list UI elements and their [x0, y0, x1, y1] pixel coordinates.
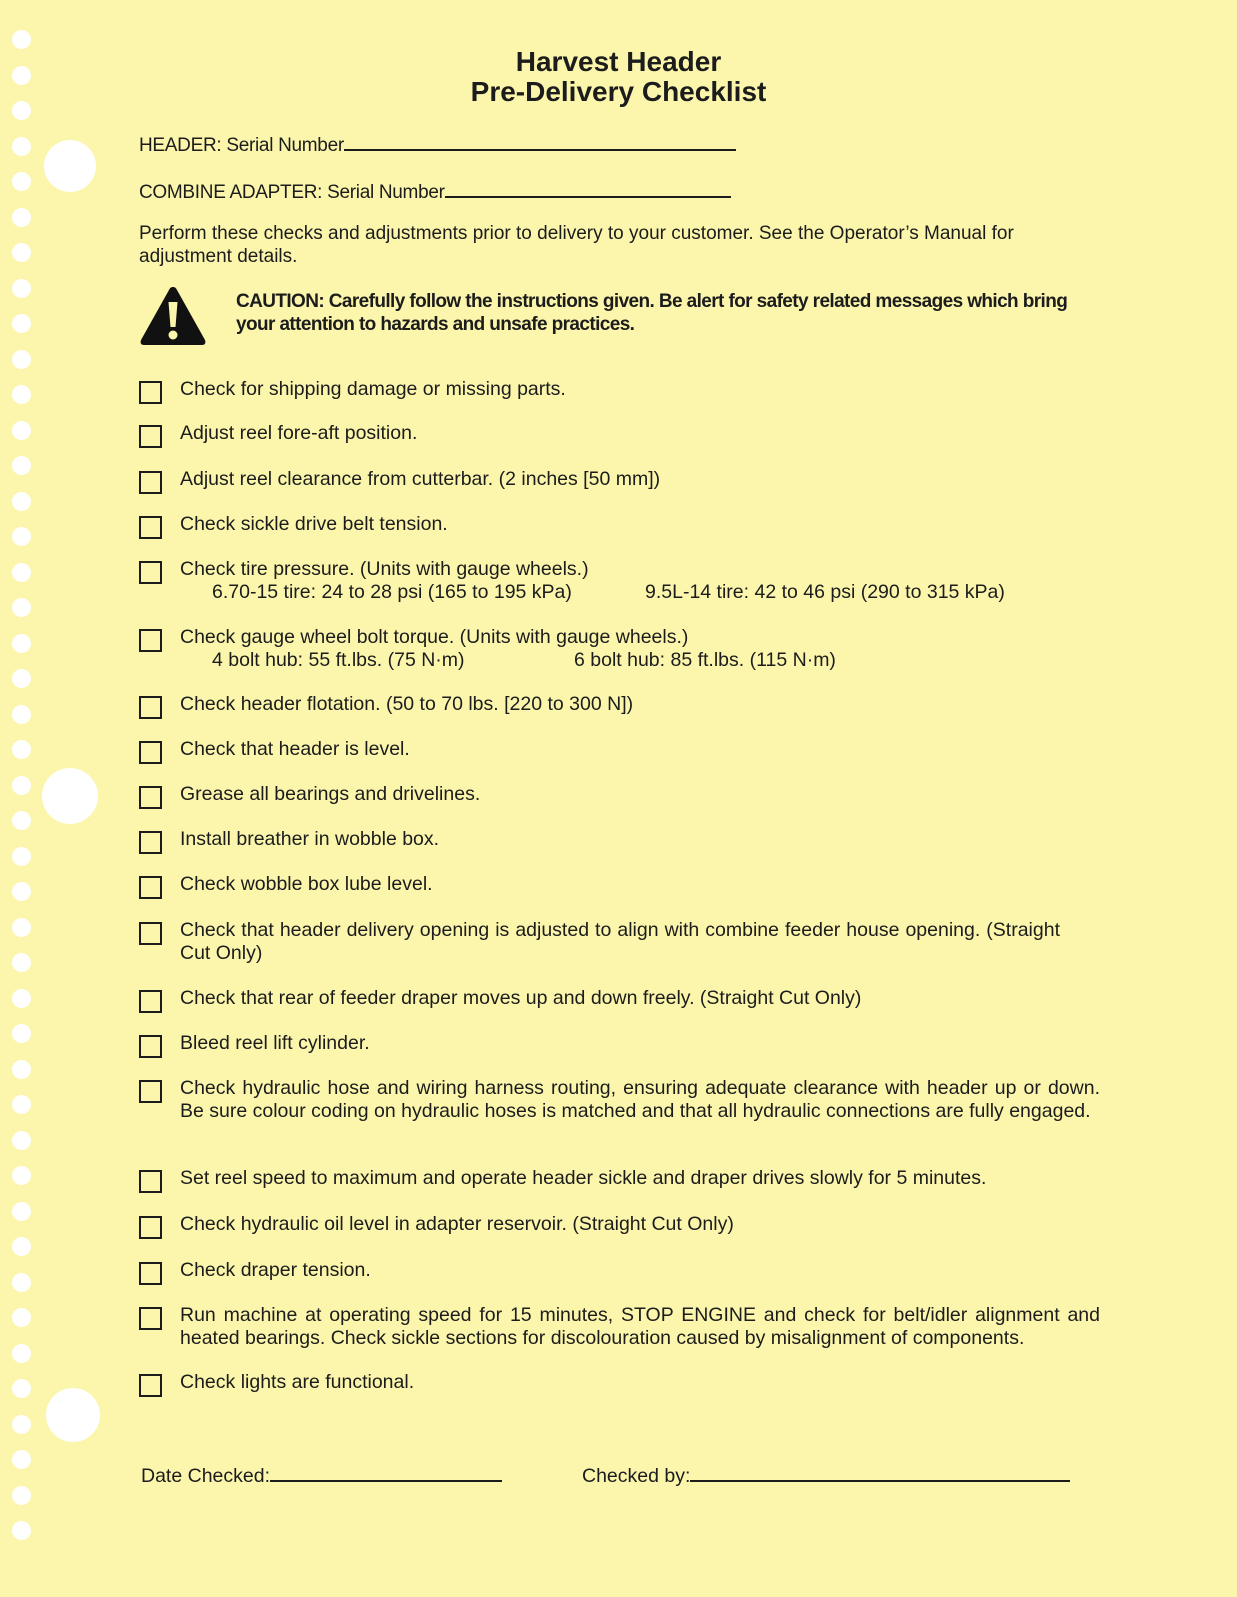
- header-serial-label: HEADER: Serial Number: [139, 135, 344, 156]
- binder-hole: [12, 563, 31, 582]
- binder-hole: [12, 1095, 31, 1114]
- checklist-item-text: Adjust reel fore-aft position.: [180, 422, 418, 444]
- checkbox[interactable]: [139, 786, 162, 809]
- binder-hole: [12, 953, 31, 972]
- checkbox[interactable]: [139, 381, 162, 404]
- checkbox[interactable]: [139, 425, 162, 448]
- binder-hole-large: [44, 140, 96, 192]
- binder-hole: [12, 669, 31, 688]
- checklist-item-text: Bleed reel lift cylinder.: [180, 1032, 370, 1054]
- binder-hole: [12, 1450, 31, 1469]
- binder-holes: [12, 30, 34, 1557]
- binder-hole: [12, 740, 31, 759]
- binder-hole: [12, 776, 31, 795]
- checklist-item-text: Check tire pressure. (Units with gauge wheels.): [180, 558, 589, 580]
- title-line-1: Harvest Header: [515, 46, 722, 77]
- checklist-item-text: Install breather in wobble box.: [180, 828, 440, 850]
- binder-hole: [12, 882, 31, 901]
- binder-hole: [12, 634, 31, 653]
- checkbox[interactable]: [139, 1374, 162, 1397]
- title-line-2: Pre-Delivery Checklist: [470, 76, 767, 107]
- caution-text: CAUTION: Carefully follow the instructions given. Be alert for safety related messages which bring your attention to hazards and unsafe practices.: [236, 291, 1068, 335]
- checkbox[interactable]: [139, 696, 162, 719]
- checkbox[interactable]: [139, 1216, 162, 1239]
- checklist-item-text: Check for shipping damage or missing parts.: [180, 378, 566, 400]
- binder-hole: [12, 208, 31, 227]
- page-title: [0, 47, 1237, 107]
- checklist-item-text: Check header flotation. (50 to 70 lbs. [220 to 300 N]): [180, 693, 634, 715]
- checkbox[interactable]: [139, 741, 162, 764]
- checkbox[interactable]: [139, 629, 162, 652]
- binder-hole: [12, 350, 31, 369]
- binder-hole: [12, 456, 31, 475]
- checklist-item-text: Check that header is level.: [180, 738, 410, 760]
- binder-hole: [12, 918, 31, 937]
- binder-hole: [12, 137, 31, 156]
- binder-hole: [12, 1273, 31, 1292]
- checkbox[interactable]: [139, 1262, 162, 1285]
- binder-hole: [12, 385, 31, 404]
- checkbox[interactable]: [139, 1170, 162, 1193]
- binder-hole: [12, 1166, 31, 1185]
- checklist-item-text: Check hydraulic hose and wiring harness routing, ensuring adequate clearance with header up or down. Be sure colour coding on hydraulic hoses is matched and that all hydraulic connections are fully engaged.: [180, 1077, 1100, 1122]
- checklist-item-text: Check hydraulic oil level in adapter reservoir. (Straight Cut Only): [180, 1213, 734, 1235]
- checkbox[interactable]: [139, 561, 162, 584]
- binder-hole: [12, 1024, 31, 1043]
- tire-pressure-spec-right: 9.5L-14 tire: 42 to 46 psi (290 to 315 kPa): [645, 581, 1005, 603]
- binder-hole: [12, 1202, 31, 1221]
- binder-hole: [12, 314, 31, 333]
- header-serial-blank[interactable]: [344, 131, 736, 151]
- checkbox[interactable]: [139, 831, 162, 854]
- binder-hole-large: [46, 1388, 100, 1442]
- adapter-serial-label: COMBINE ADAPTER: Serial Number: [139, 182, 445, 203]
- binder-hole: [12, 1486, 31, 1505]
- checkbox[interactable]: [139, 990, 162, 1013]
- checklist-item-text: Check wobble box lube level.: [180, 873, 433, 895]
- bolt-torque-spec-left: 4 bolt hub: 55 ft.lbs. (75 N·m): [212, 649, 465, 671]
- binder-hole: [12, 1060, 31, 1079]
- adapter-serial-field: [139, 178, 731, 204]
- binder-hole: [12, 421, 31, 440]
- checked-by-blank[interactable]: [690, 1462, 1070, 1482]
- binder-hole: [12, 172, 31, 191]
- checkbox[interactable]: [139, 471, 162, 494]
- checklist-item-text: Check gauge wheel bolt torque. (Units with gauge wheels.): [180, 626, 689, 648]
- checked-by-field: [582, 1462, 1070, 1488]
- checkbox[interactable]: [139, 1307, 162, 1330]
- checked-by-label: Checked by:: [582, 1465, 691, 1487]
- binder-hole: [12, 1415, 31, 1434]
- checklist-item-text: Run machine at operating speed for 15 minutes, STOP ENGINE and check for belt/idler alignment and heated bearings. Check sickle sections for discolouration caused by misalignment of components.: [180, 1304, 1100, 1349]
- binder-hole: [12, 598, 31, 617]
- binder-hole: [12, 527, 31, 546]
- checklist-item-text: Set reel speed to maximum and operate header sickle and draper drives slowly for 5 minutes.: [180, 1167, 987, 1189]
- bolt-torque-spec-right: 6 bolt hub: 85 ft.lbs. (115 N·m): [574, 649, 836, 671]
- date-checked-label: Date Checked:: [141, 1465, 270, 1487]
- checklist-item-text: Grease all bearings and drivelines.: [180, 783, 481, 805]
- checklist-item-text: Check lights are functional.: [180, 1371, 415, 1393]
- binder-hole: [12, 243, 31, 262]
- adapter-serial-blank[interactable]: [445, 178, 731, 198]
- binder-hole: [12, 1344, 31, 1363]
- checkbox[interactable]: [139, 1080, 162, 1103]
- checkbox[interactable]: [139, 516, 162, 539]
- binder-hole: [12, 492, 31, 511]
- tire-pressure-spec-left: 6.70-15 tire: 24 to 28 psi (165 to 195 kPa): [212, 581, 572, 603]
- checkbox[interactable]: [139, 922, 162, 945]
- checkbox[interactable]: [139, 876, 162, 899]
- date-checked-field: [141, 1462, 502, 1488]
- checkbox[interactable]: [139, 1035, 162, 1058]
- warning-triangle-icon: [139, 285, 207, 347]
- binder-hole: [12, 1308, 31, 1327]
- binder-hole: [12, 847, 31, 866]
- intro-text: Perform these checks and adjustments prior to delivery to your customer. See the Operator’s Manual for adjustment details.: [139, 223, 1014, 267]
- binder-hole: [12, 811, 31, 830]
- header-serial-field: [139, 131, 736, 157]
- checklist-item-text: Adjust reel clearance from cutterbar. (2 inches [50 mm]): [180, 468, 661, 490]
- binder-hole: [12, 1379, 31, 1398]
- checklist-item-text: Check draper tension.: [180, 1259, 371, 1281]
- checklist-item-text: Check that header delivery opening is adjusted to align with combine feeder house opening. (Straight Cut Only): [180, 919, 1060, 964]
- binder-hole: [12, 989, 31, 1008]
- date-checked-blank[interactable]: [270, 1462, 502, 1482]
- binder-hole: [12, 1521, 31, 1540]
- binder-hole: [12, 279, 31, 298]
- binder-hole: [12, 1237, 31, 1256]
- binder-hole: [12, 705, 31, 724]
- binder-hole-large: [42, 768, 98, 824]
- checklist-item-text: Check that rear of feeder draper moves up and down freely. (Straight Cut Only): [180, 987, 862, 1009]
- binder-hole: [12, 1131, 31, 1150]
- checklist-item-text: Check sickle drive belt tension.: [180, 513, 448, 535]
